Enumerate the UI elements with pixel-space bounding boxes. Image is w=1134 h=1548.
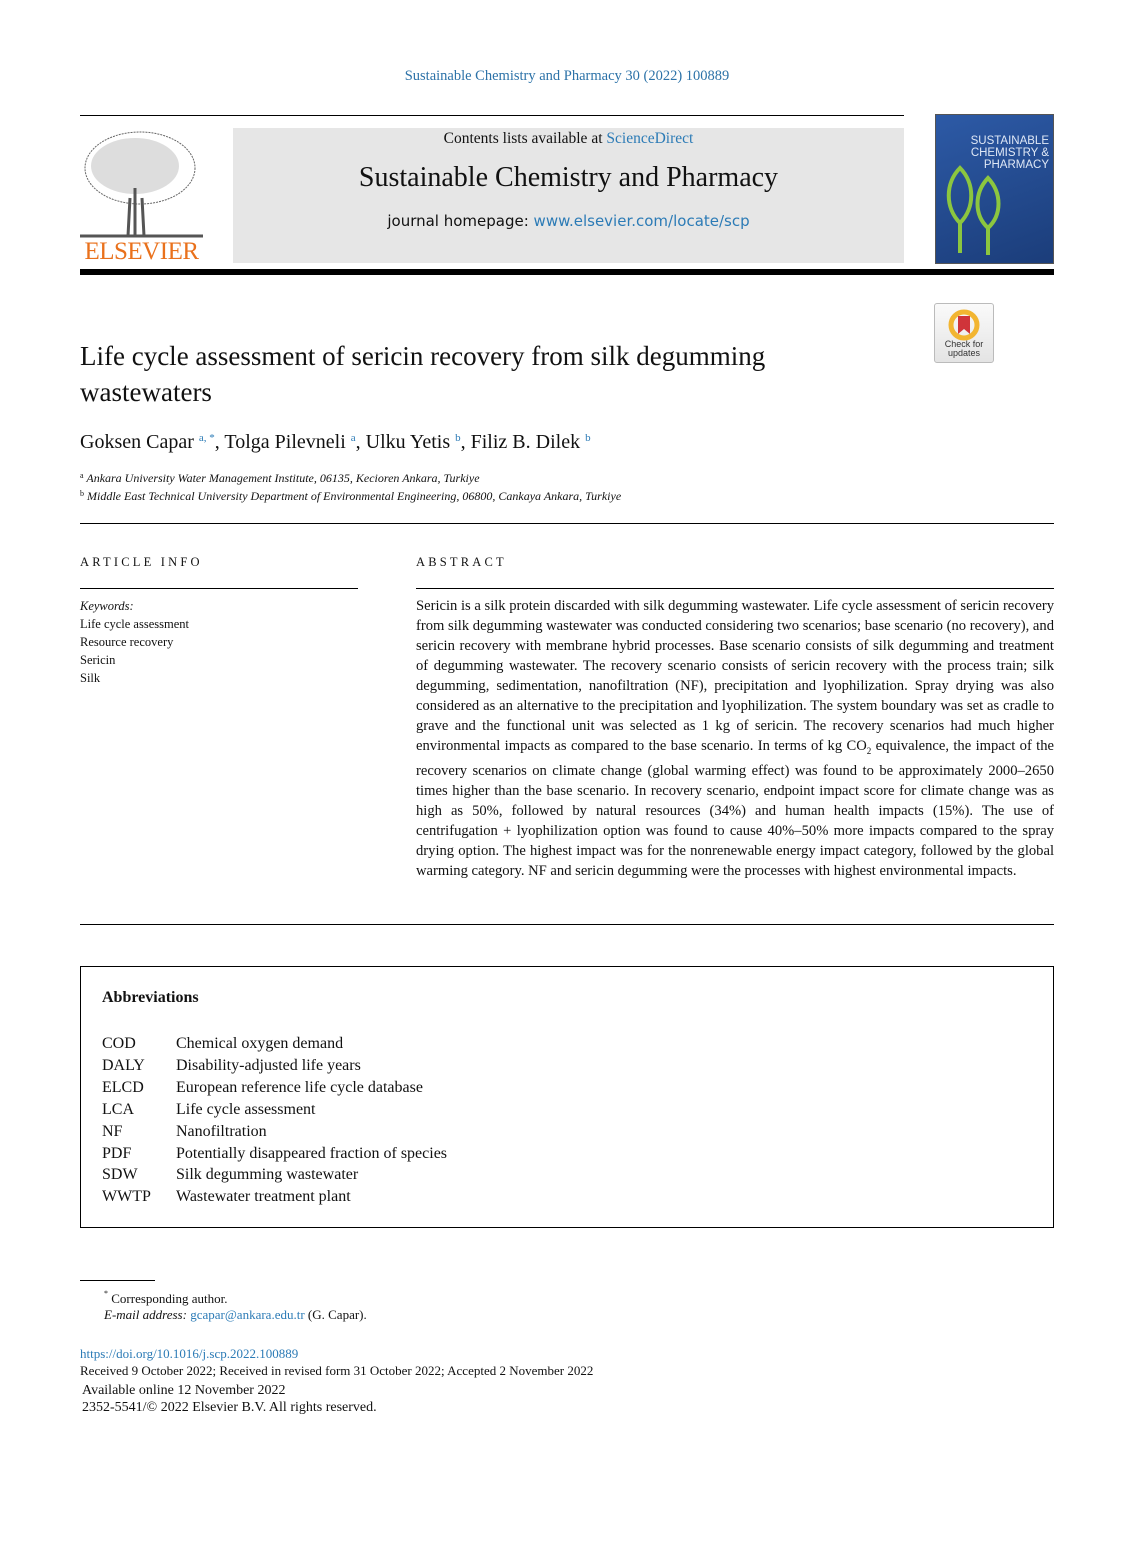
abbreviation-key: COD (102, 1035, 136, 1052)
email-suffix: (G. Capar). (304, 1307, 367, 1322)
author[interactable]: Filiz B. Dilek (470, 431, 581, 453)
email-link[interactable]: gcapar@ankara.edu.tr (190, 1307, 305, 1322)
abstract-subscript: 2 (866, 745, 872, 756)
author[interactable]: Ulku Yetis (365, 431, 451, 453)
journal-title: Sustainable Chemistry and Pharmacy (358, 162, 779, 193)
divider (80, 588, 358, 589)
copyright: 2352-5541/© 2022 Elsevier B.V. All rights reserved. (82, 1400, 377, 1415)
keyword: Resource recovery (80, 635, 174, 649)
footnote-rule (80, 1280, 155, 1281)
abbreviation-definition: Disability-adjusted life years (176, 1056, 361, 1074)
abbreviation-key: NF (102, 1122, 123, 1140)
journal-cover[interactable] (935, 114, 1054, 264)
crossmark-label: Check for updates (944, 339, 984, 358)
divider (80, 523, 1054, 524)
abstract-text (416, 596, 1054, 881)
cover-title-line: SUSTAINABLE (970, 135, 1049, 147)
affiliation-text: Middle East Technical University Department of Environmental Engineering, 06800, Cankaya Ankara, Turkiye (87, 489, 622, 503)
divider (416, 588, 1054, 589)
tree-icon (80, 128, 203, 240)
keyword: Silk (80, 671, 101, 685)
abbreviation-definition: Silk degumming wastewater (176, 1166, 359, 1184)
abbreviation-key: DALY (102, 1056, 145, 1074)
abbreviation-row (102, 1186, 447, 1208)
author-affiliation-mark[interactable]: a, * (198, 432, 215, 444)
abbreviation-definition: Wastewater treatment plant (176, 1188, 351, 1206)
abbreviation-key: WWTP (102, 1188, 151, 1206)
corresponding-footnote (104, 1289, 228, 1307)
header-rule (80, 115, 904, 116)
abbreviation-definition: Life cycle assessment (176, 1100, 316, 1118)
abbreviation-key: SDW (102, 1166, 138, 1184)
elsevier-logo (80, 128, 203, 266)
abbreviation-definition: Nanofiltration (176, 1122, 267, 1140)
abbreviation-row (102, 1099, 447, 1121)
author-affiliation-mark[interactable]: b (455, 432, 461, 444)
affiliation-mark: a (80, 471, 84, 480)
contents-prefix: Contents lists available at (443, 130, 607, 147)
article-title: Life cycle assessment of sericin recovery from silk degumming wastewaters (80, 341, 766, 407)
homepage-link[interactable]: www.elsevier.com/locate/scp (533, 212, 750, 230)
homepage-prefix: journal homepage: (387, 212, 534, 230)
author[interactable]: Tolga Pilevneli (224, 431, 346, 453)
article-info-heading: ARTICLE INFO (80, 555, 203, 569)
cover-title-line: CHEMISTRY & (970, 147, 1049, 159)
journal-reference[interactable]: Sustainable Chemistry and Pharmacy 30 (2022) 100889 (404, 68, 730, 84)
available-online: Available online 12 November 2022 (82, 1383, 286, 1398)
contents-line (233, 130, 904, 148)
corresponding-label: Corresponding author. (111, 1291, 228, 1306)
journal-masthead (233, 128, 904, 263)
email-label: E-mail address: (104, 1307, 191, 1322)
homepage-line (233, 212, 904, 230)
abbreviation-row (102, 1055, 447, 1077)
abbreviation-row (102, 1121, 447, 1143)
keywords (80, 597, 189, 687)
keyword: Sericin (80, 653, 116, 667)
affiliation (80, 471, 480, 486)
keywords-label: Keywords: (80, 599, 134, 613)
abbreviations-list (102, 1033, 447, 1208)
author-list: Goksen Capar $^{a, *}$, Tolga Pilevneli $^a$, Ulku Yetis $^b$, Filiz B. Dilek $^b$ (80, 431, 591, 453)
footnote-mark: * (104, 1289, 108, 1298)
abbreviation-definition: Chemical oxygen demand (176, 1035, 344, 1052)
elsevier-wordmark: ELSEVIER (84, 238, 199, 265)
abbreviations-box (80, 966, 1054, 1228)
abbreviation-key: PDF (102, 1144, 132, 1162)
masthead-thick-rule (80, 269, 1054, 275)
check-for-updates-button[interactable] (934, 303, 994, 363)
doi-link[interactable]: https://doi.org/10.1016/j.scp.2022.100889 (80, 1346, 299, 1361)
abstract-part: equivalence, the impact of the recovery scenarios on climate change (global warming effect) was found to be approximately 2000–2650 times higher than the base scenario. In recovery scenario, endpoint impact score for climate change was as high as 50%, followed by natural resources (34%) and human health impacts (15%). The use of centrifugation + lyophilization option was found to cause 40%–50% more impacts compared to the spray drying option. The highest impact was for the nonrenewable energy impact category, followed by the global warming category. NF and sericin degumming were the processes with highest environmental impacts. (416, 738, 1055, 879)
affiliation-mark: b (80, 489, 84, 498)
abbreviation-definition: European reference life cycle database (176, 1078, 423, 1096)
sciencedirect-link[interactable]: ScienceDirect (606, 130, 694, 147)
abbreviation-row (102, 1033, 447, 1055)
author-affiliation-mark[interactable]: a (350, 432, 356, 444)
leaf-flask-icon (940, 163, 1010, 263)
abbreviation-key: ELCD (102, 1078, 144, 1096)
divider (80, 924, 1054, 925)
abbreviations-title: Abbreviations (102, 989, 199, 1006)
received-dates: Received 9 October 2022; Received in revised form 31 October 2022; Accepted 2 November 2022 (80, 1363, 594, 1378)
affiliation (80, 489, 621, 504)
abbreviation-definition: Potentially disappeared fraction of species (176, 1144, 448, 1162)
cover-title-line: PHARMACY (983, 159, 1049, 171)
abbreviation-row (102, 1164, 447, 1186)
abbreviation-key: LCA (102, 1100, 134, 1118)
affiliation-text: Ankara University Water Management Institute, 06135, Kecioren Ankara, Turkiye (86, 471, 480, 485)
abbreviation-row (102, 1077, 447, 1099)
abbreviation-row (102, 1143, 447, 1165)
abstract-heading: ABSTRACT (416, 555, 507, 569)
email-footnote (104, 1307, 367, 1323)
author-affiliation-mark[interactable]: b (585, 432, 591, 444)
author[interactable]: Goksen Capar (80, 431, 194, 453)
crossmark-icon (947, 308, 981, 342)
keyword: Life cycle assessment (80, 617, 189, 631)
abstract-part: Sericin is a silk protein discarded with silk degumming wastewater. Life cycle assessment of sericin recovery from silk degumming wastewater was conducted considering two scenarios; base scenario (no recovery), and sericin recovery with membrane hybrid processes. Base scenario consists of silk degumming and treatment of degumming wastewater. The recovery scenario consists of sericin recovery with the process train; silk degumming, sedimentation, nanofiltration (NF), precipitation and lyophilization. Spray drying was also considered as an alternative to the precipitation and lyophilization. The system boundary was set as cradle to grave and the functional unit was selected as 1 kg of sericin. The recovery scenarios had much higher environmental impacts as compared to the base scenario. In terms of kg CO (416, 598, 1054, 754)
